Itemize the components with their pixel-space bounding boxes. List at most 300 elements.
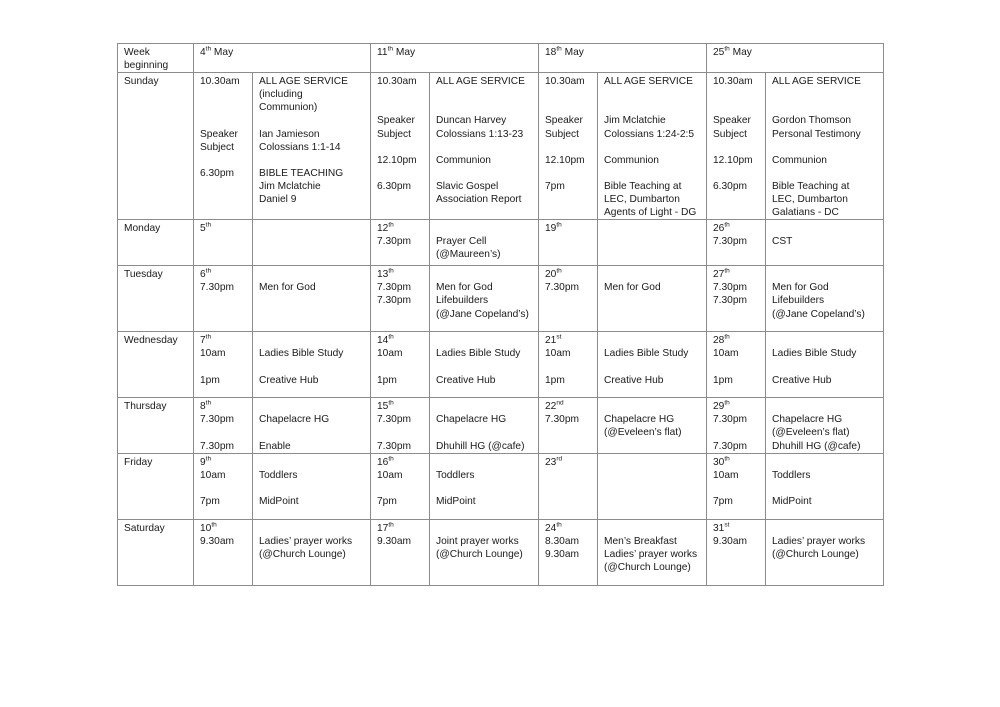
- time-line: 10am: [377, 348, 403, 360]
- event-line: [436, 88, 533, 101]
- day-date: [200, 268, 247, 281]
- event-line: ALL AGE SERVICE: [604, 76, 693, 88]
- time-line: [545, 360, 592, 373]
- event-cell: [253, 398, 371, 453]
- event-line: [604, 522, 701, 535]
- time-line: 7.30pm: [713, 440, 747, 452]
- event-line: Dhuhill HG (@cafe): [772, 440, 861, 452]
- event-line: Lifebuilders: [436, 295, 489, 307]
- date-suffix: th: [388, 521, 394, 529]
- event-line: Personal Testimony: [772, 128, 861, 140]
- event-line: Chapelacre HG: [772, 414, 843, 426]
- date-suffix: th: [556, 45, 562, 53]
- event-line: Creative Hub: [604, 374, 664, 386]
- date-suffix: th: [388, 221, 394, 229]
- date-number: 11: [377, 47, 388, 58]
- date-suffix: th: [205, 45, 212, 53]
- time-cell: [194, 332, 253, 398]
- time-cell: [371, 519, 430, 585]
- time-line: 12.10pm: [545, 154, 585, 166]
- time-line: 7.30pm: [545, 282, 579, 294]
- date-number: 21: [545, 335, 557, 347]
- day-date: [200, 522, 247, 535]
- event-line: (@Eveleen’s flat): [604, 427, 682, 439]
- date-number: 4: [200, 47, 206, 58]
- event-line: [604, 88, 701, 101]
- time-line: [545, 88, 592, 101]
- date-number: 17: [377, 522, 389, 534]
- date-suffix: th: [724, 455, 730, 463]
- event-line: [772, 268, 878, 281]
- event-line: Prayer Cell: [436, 236, 487, 248]
- day-date: [713, 400, 760, 413]
- date-number: 27: [713, 269, 725, 281]
- date-suffix: nd: [556, 399, 564, 407]
- date-number: 23: [545, 456, 557, 468]
- event-line: (@Church Lounge): [436, 548, 523, 560]
- event-line: LEC, Dumbarton: [772, 194, 848, 206]
- event-cell: [598, 266, 707, 332]
- time-line: 1pm: [200, 374, 220, 386]
- date-number: 20: [545, 269, 557, 281]
- schedule-table: [117, 43, 884, 586]
- time-line: [377, 167, 424, 180]
- event-line: (@Maureen’s): [436, 249, 501, 261]
- event-line: Slavic Gospel: [436, 180, 499, 192]
- date-number: 26: [713, 223, 725, 235]
- day-date: [713, 268, 760, 281]
- week-month: May: [561, 47, 584, 58]
- event-line: Colossians 1:24-2:5: [604, 128, 695, 140]
- event-line: [604, 360, 701, 373]
- event-line: Chapelacre HG: [436, 414, 507, 426]
- event-line: [772, 456, 878, 469]
- time-line: Speaker: [713, 115, 751, 127]
- day-date: [545, 400, 592, 413]
- event-line: Ladies Bible Study: [604, 348, 689, 360]
- week-date: [200, 46, 365, 59]
- time-line: 7pm: [200, 495, 220, 507]
- event-line: [436, 426, 533, 439]
- date-number: 22: [545, 401, 557, 413]
- event-cell: [430, 332, 539, 398]
- event-line: MidPoint: [772, 495, 812, 507]
- date-number: 16: [377, 456, 389, 468]
- day-date: [377, 268, 424, 281]
- date-suffix: st: [556, 333, 562, 341]
- day-name: Tuesday: [124, 269, 163, 281]
- event-line: Chapelacre HG: [259, 414, 330, 426]
- event-line: [772, 400, 878, 413]
- week-header: [707, 44, 884, 73]
- event-cell: [766, 398, 884, 453]
- event-line: Agents of Light - DG: [604, 207, 697, 219]
- event-line: [604, 167, 701, 180]
- time-cell: [707, 332, 766, 398]
- event-line: Ladies Bible Study: [436, 348, 521, 360]
- day-label: [118, 73, 194, 220]
- event-line: [259, 154, 365, 167]
- week-beginning-label: Week beginning: [118, 44, 194, 73]
- event-line: Chapelacre HG: [604, 414, 675, 426]
- event-line: Galatians - DC: [772, 207, 839, 219]
- event-line: [772, 482, 878, 495]
- event-line: [772, 222, 878, 235]
- event-cell: [430, 453, 539, 519]
- date-suffix: th: [388, 399, 394, 407]
- time-line: 10am: [713, 348, 739, 360]
- event-line: Ladies Bible Study: [259, 348, 344, 360]
- event-line: ALL AGE SERVICE: [436, 76, 525, 88]
- time-line: 10.30am: [377, 76, 417, 88]
- time-line: [200, 101, 247, 114]
- day-row-monday: [118, 220, 884, 266]
- day-label: [118, 519, 194, 585]
- time-line: [713, 360, 760, 373]
- day-date: [713, 334, 760, 347]
- time-line: 7.30pm: [377, 282, 411, 294]
- time-cell: [371, 332, 430, 398]
- day-date: [200, 456, 247, 469]
- event-line: Colossians 1:1-14: [259, 141, 341, 153]
- day-row-friday: [118, 453, 884, 519]
- event-line: [772, 101, 878, 114]
- time-line: Speaker: [377, 115, 415, 127]
- event-line: [259, 522, 365, 535]
- time-line: Subject: [200, 141, 234, 153]
- event-cell: [766, 220, 884, 266]
- time-cell: [707, 266, 766, 332]
- event-line: MidPoint: [259, 495, 299, 507]
- event-cell: [253, 453, 371, 519]
- time-line: [200, 88, 247, 101]
- event-line: [436, 522, 533, 535]
- event-line: Creative Hub: [259, 374, 319, 386]
- date-suffix: th: [205, 267, 212, 275]
- event-line: Ladies’ prayer works: [772, 535, 866, 547]
- date-number: 18: [545, 47, 557, 58]
- time-line: 6.30pm: [200, 167, 234, 179]
- time-line: [377, 88, 424, 101]
- event-cell: [766, 332, 884, 398]
- date-suffix: th: [388, 455, 394, 463]
- time-line: 7.30pm: [713, 295, 747, 307]
- time-cell: [194, 73, 253, 220]
- event-line: [436, 167, 533, 180]
- day-date: [545, 268, 592, 281]
- event-cell: [766, 453, 884, 519]
- event-line: [259, 114, 365, 127]
- time-line: 9.30am: [713, 535, 747, 547]
- day-date: [377, 222, 424, 235]
- day-label: [118, 266, 194, 332]
- date-number: 7: [200, 335, 206, 347]
- day-name: Monday: [124, 223, 161, 235]
- time-line: 7pm: [713, 495, 733, 507]
- week-month: May: [393, 47, 416, 58]
- time-cell: [194, 398, 253, 453]
- time-line: 10am: [200, 348, 226, 360]
- event-line: Ladies’ prayer works: [604, 548, 698, 560]
- date-number: 25: [713, 47, 725, 58]
- event-line: Men for God: [259, 282, 316, 294]
- time-line: [200, 360, 247, 373]
- header-row: [118, 44, 884, 73]
- day-row-sunday: [118, 73, 884, 220]
- time-line: 7pm: [377, 495, 397, 507]
- day-date: [713, 456, 760, 469]
- time-line: [713, 482, 760, 495]
- time-cell: [194, 519, 253, 585]
- event-line: Jim Mclatchie: [604, 115, 666, 127]
- event-line: Creative Hub: [436, 374, 496, 386]
- time-line: 10am: [545, 348, 571, 360]
- date-number: 6: [200, 269, 206, 281]
- date-number: 9: [200, 456, 206, 468]
- date-number: 10: [200, 522, 212, 534]
- time-line: [377, 101, 424, 114]
- time-cell: [707, 398, 766, 453]
- time-line: [713, 167, 760, 180]
- event-line: MidPoint: [436, 495, 476, 507]
- time-line: 7.30pm: [377, 414, 411, 426]
- event-line: Association Report: [436, 194, 522, 206]
- event-line: (@Church Lounge): [772, 548, 859, 560]
- event-line: Duncan Harvey: [436, 115, 507, 127]
- event-line: [436, 141, 533, 154]
- time-line: Speaker: [200, 128, 238, 140]
- event-line: [436, 360, 533, 373]
- day-date: [713, 522, 760, 535]
- date-number: 14: [377, 335, 389, 347]
- event-line: Bible Teaching at: [772, 180, 850, 192]
- date-suffix: th: [205, 221, 212, 229]
- event-line: [259, 360, 365, 373]
- event-line: Communion: [772, 154, 827, 166]
- event-cell: [253, 266, 371, 332]
- event-line: [259, 334, 365, 347]
- date-suffix: th: [387, 45, 393, 53]
- time-line: Subject: [713, 128, 747, 140]
- event-line: [772, 141, 878, 154]
- day-name: Sunday: [124, 76, 159, 88]
- time-line: 7.30pm: [200, 414, 234, 426]
- week-date: [545, 46, 701, 59]
- event-line: Communion: [436, 154, 491, 166]
- date-suffix: th: [724, 333, 730, 341]
- day-date: [200, 400, 247, 413]
- event-line: LEC, Dumbarton: [604, 194, 680, 206]
- time-cell: [707, 220, 766, 266]
- time-line: [377, 482, 424, 495]
- day-date: [200, 334, 247, 347]
- day-date: [377, 456, 424, 469]
- event-line: [604, 400, 701, 413]
- time-line: 10.30am: [713, 76, 753, 88]
- event-line: (@Church Lounge): [259, 548, 346, 560]
- event-line: [604, 334, 701, 347]
- day-date: [377, 522, 424, 535]
- time-cell: [539, 398, 598, 453]
- event-line: [436, 456, 533, 469]
- event-cell: [598, 453, 707, 519]
- date-number: 29: [713, 401, 725, 413]
- date-suffix: th: [205, 333, 212, 341]
- day-label: [118, 332, 194, 398]
- day-row-thursday: [118, 398, 884, 453]
- event-line: [259, 426, 365, 439]
- event-line: (including: [259, 89, 303, 101]
- time-line: [545, 101, 592, 114]
- time-cell: [371, 220, 430, 266]
- time-line: 7.30pm: [200, 282, 234, 294]
- time-line: 9.30am: [545, 548, 579, 560]
- event-line: Creative Hub: [772, 374, 832, 386]
- event-cell: [766, 73, 884, 220]
- event-line: Daniel 9: [259, 194, 297, 206]
- time-line: 7.30pm: [377, 236, 411, 248]
- event-line: ALL AGE SERVICE: [772, 76, 861, 88]
- event-cell: [598, 73, 707, 220]
- time-cell: [707, 453, 766, 519]
- week-header: [194, 44, 371, 73]
- time-line: [713, 426, 760, 439]
- time-line: [545, 141, 592, 154]
- time-line: 7.30pm: [545, 414, 579, 426]
- time-line: 10am: [377, 469, 403, 481]
- time-cell: [539, 220, 598, 266]
- event-cell: [598, 220, 707, 266]
- event-line: Bible Teaching at: [604, 180, 682, 192]
- event-cell: [598, 398, 707, 453]
- time-line: 8.30am: [545, 535, 579, 547]
- date-number: 8: [200, 401, 206, 413]
- date-suffix: th: [724, 399, 730, 407]
- event-cell: [430, 398, 539, 453]
- date-suffix: th: [205, 455, 212, 463]
- event-line: Ladies’ prayer works: [259, 535, 353, 547]
- schedule-body: [118, 73, 884, 585]
- date-number: 28: [713, 335, 725, 347]
- day-label: [118, 453, 194, 519]
- event-line: [436, 334, 533, 347]
- time-cell: [539, 519, 598, 585]
- event-line: [772, 360, 878, 373]
- event-line: Men for God: [772, 282, 829, 294]
- date-number: 5: [200, 223, 206, 235]
- event-line: [604, 141, 701, 154]
- time-line: [200, 482, 247, 495]
- event-line: [259, 400, 365, 413]
- date-suffix: th: [556, 221, 562, 229]
- event-line: Men for God: [436, 282, 493, 294]
- event-line: Toddlers: [259, 469, 298, 481]
- time-line: Subject: [545, 128, 579, 140]
- week-header: [539, 44, 707, 73]
- event-cell: [430, 73, 539, 220]
- date-suffix: st: [724, 521, 730, 529]
- event-line: Jim Mclatchie: [259, 180, 321, 192]
- time-line: [713, 141, 760, 154]
- time-line: [377, 426, 424, 439]
- time-cell: [371, 266, 430, 332]
- time-line: 1pm: [545, 374, 565, 386]
- date-number: 24: [545, 522, 557, 534]
- event-line: (@Church Lounge): [604, 561, 691, 573]
- day-row-tuesday: [118, 266, 884, 332]
- time-line: 12.10pm: [377, 154, 417, 166]
- event-line: ALL AGE SERVICE: [259, 76, 348, 88]
- time-line: 10.30am: [200, 76, 240, 88]
- day-date: [377, 400, 424, 413]
- event-cell: [766, 519, 884, 585]
- time-line: [200, 114, 247, 127]
- event-line: [436, 101, 533, 114]
- date-suffix: th: [556, 267, 562, 275]
- event-line: Communion: [604, 154, 659, 166]
- event-line: [259, 456, 365, 469]
- event-line: [259, 268, 365, 281]
- event-line: Communion): [259, 102, 318, 114]
- time-line: 7.30pm: [377, 440, 411, 452]
- day-row-wednesday: [118, 332, 884, 398]
- date-suffix: rd: [556, 455, 563, 463]
- time-line: [200, 154, 247, 167]
- time-line: 10am: [713, 469, 739, 481]
- time-cell: [539, 266, 598, 332]
- day-label: [118, 220, 194, 266]
- event-line: (@Jane Copeland’s): [772, 308, 865, 320]
- time-cell: [539, 73, 598, 220]
- time-line: 1pm: [377, 374, 397, 386]
- event-line: Ladies Bible Study: [772, 348, 857, 360]
- date-suffix: th: [556, 521, 562, 529]
- date-number: 30: [713, 456, 725, 468]
- day-name: Friday: [124, 456, 153, 468]
- date-number: 12: [377, 223, 389, 235]
- time-line: 7.30pm: [713, 414, 747, 426]
- event-line: Lifebuilders: [772, 295, 825, 307]
- event-line: [772, 522, 878, 535]
- event-line: Gordon Thomson: [772, 115, 852, 127]
- time-line: 9.30am: [200, 535, 234, 547]
- event-line: [436, 222, 533, 235]
- event-cell: [253, 332, 371, 398]
- event-line: [772, 88, 878, 101]
- time-line: 6.30pm: [713, 180, 747, 192]
- time-line: 7.30pm: [713, 236, 747, 248]
- day-date: [713, 222, 760, 235]
- event-line: Toddlers: [772, 469, 811, 481]
- event-line: [772, 167, 878, 180]
- day-date: [377, 334, 424, 347]
- event-line: [604, 268, 701, 281]
- time-line: [377, 360, 424, 373]
- event-cell: [598, 332, 707, 398]
- event-line: Colossians 1:13-23: [436, 128, 524, 140]
- day-name: Thursday: [124, 401, 167, 413]
- event-cell: [430, 220, 539, 266]
- event-line: [436, 268, 533, 281]
- event-line: (@Eveleen’s flat): [772, 427, 850, 439]
- time-line: 7.30pm: [713, 282, 747, 294]
- event-line: (@Jane Copeland’s): [436, 308, 529, 320]
- time-line: 7.30pm: [200, 440, 234, 452]
- week-date: [377, 46, 533, 59]
- time-line: Subject: [377, 128, 411, 140]
- time-cell: [194, 453, 253, 519]
- day-row-saturday: [118, 519, 884, 585]
